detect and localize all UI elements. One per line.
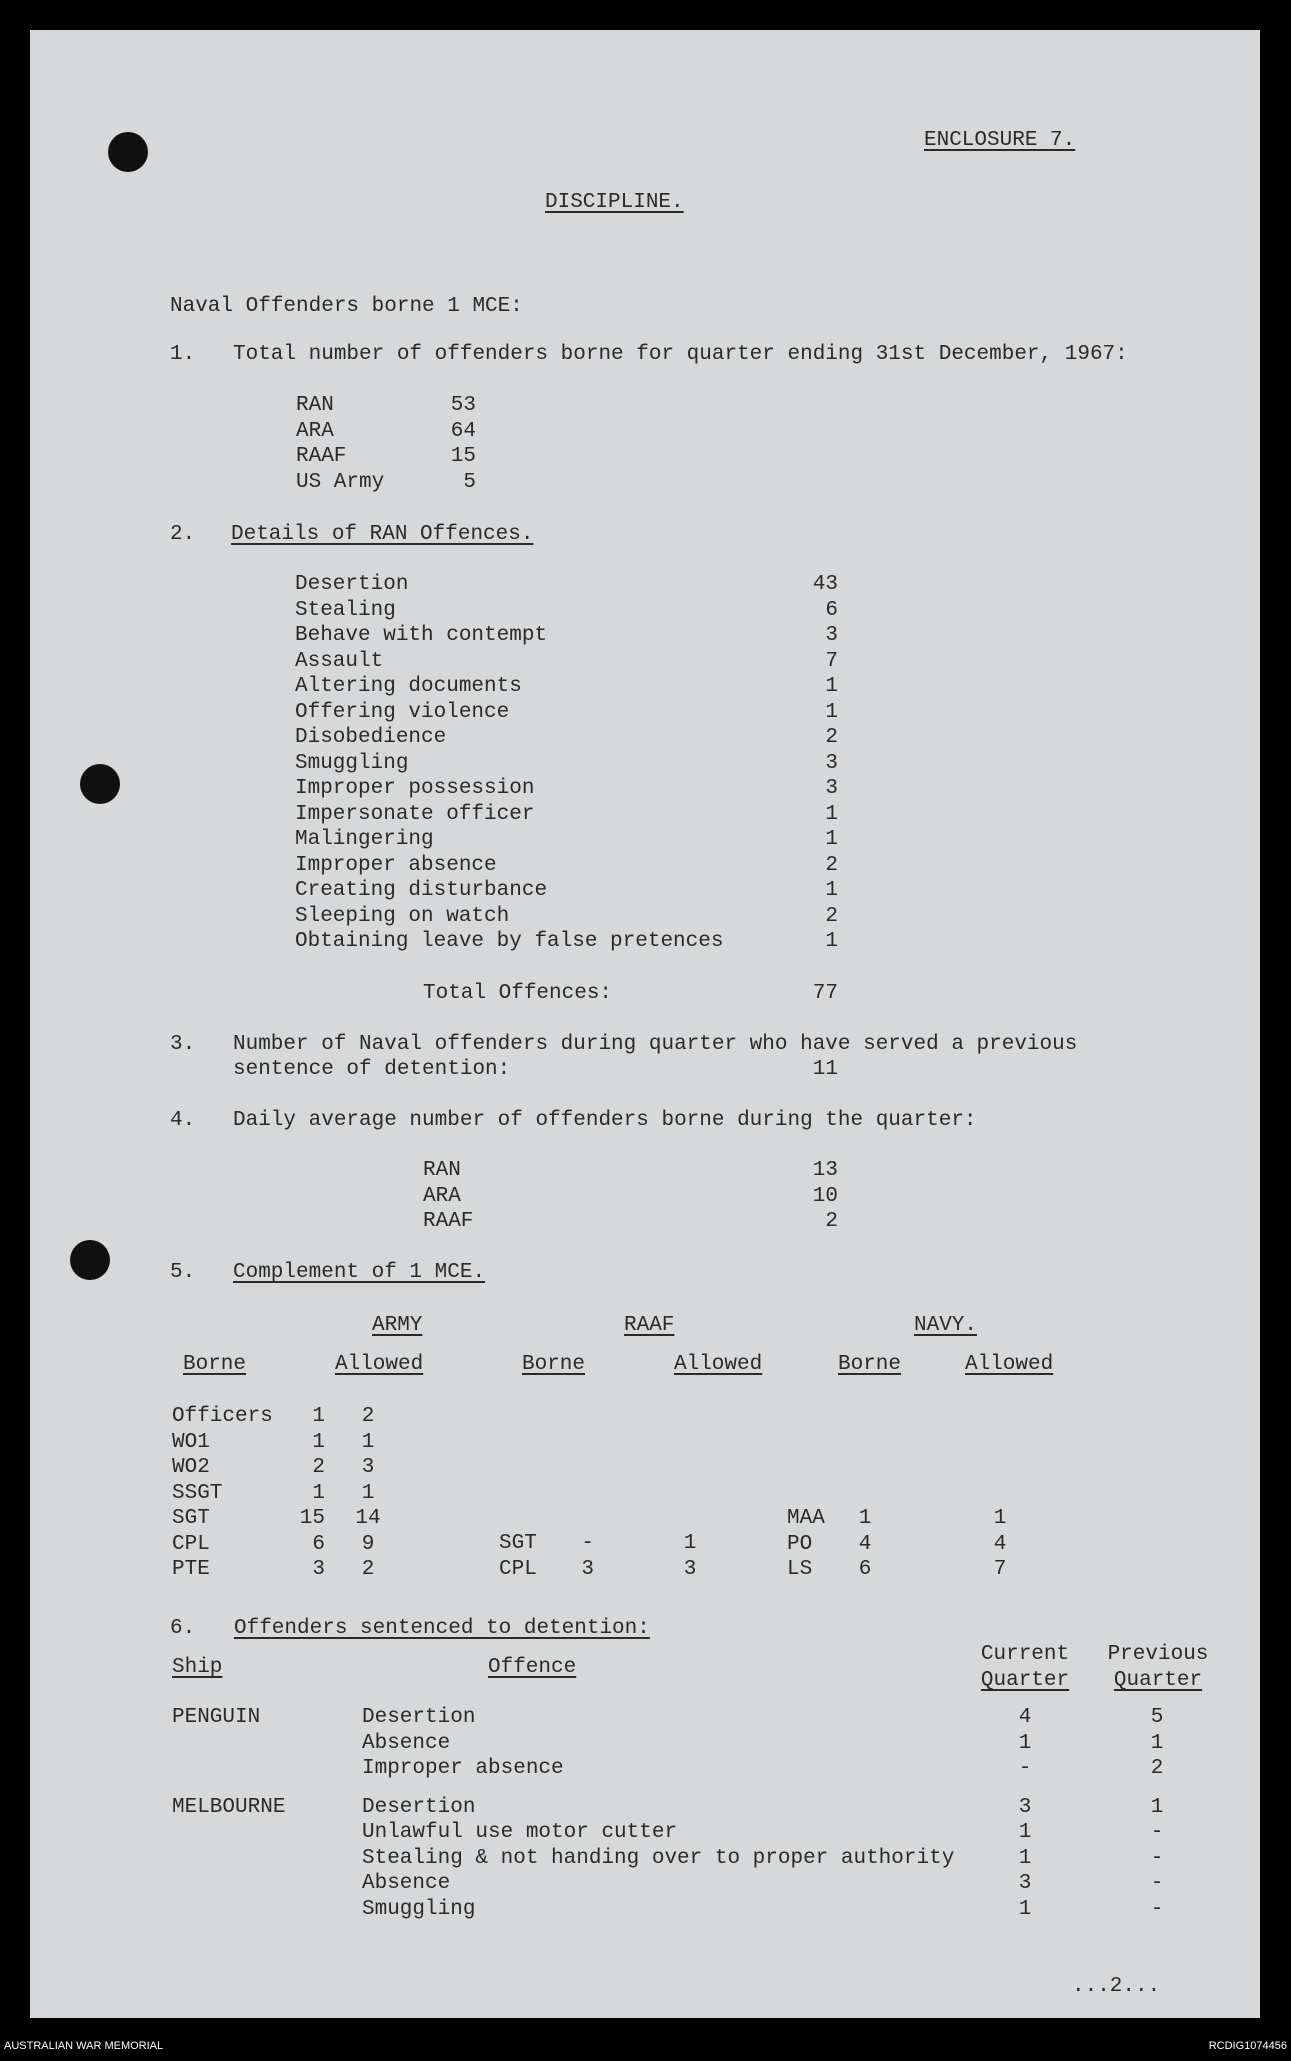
section6-heading: Offenders sentenced to detention:: [234, 1617, 650, 1640]
offender-count: 5: [463, 471, 476, 495]
offence-count: 6: [825, 598, 838, 622]
offence-name: Creating disturbance: [295, 879, 548, 902]
page-continuation: ...2...: [1072, 1975, 1161, 1998]
detention-previous: -: [1150, 1846, 1164, 1870]
detention-current: 3: [1018, 1795, 1032, 1819]
detention-ship: PENGUIN: [172, 1706, 261, 1729]
enclosure-label: ENCLOSURE 7.: [924, 129, 1076, 152]
offence-count: 1: [825, 802, 838, 826]
col-ship: Ship: [172, 1656, 223, 1679]
section-number: 6.: [170, 1617, 196, 1640]
raaf-rank: SGT: [499, 1532, 537, 1555]
detention-offence: Improper absence: [362, 1757, 564, 1780]
army-allowed: 2: [361, 1405, 375, 1428]
total-offences-value: 77: [812, 982, 838, 1005]
document-page: [30, 30, 1260, 2018]
detention-previous: 5: [1150, 1706, 1164, 1729]
offence-name: Improper possession: [295, 777, 535, 800]
punch-hole: [70, 1240, 110, 1280]
footer-id: RCDIG1074456: [1208, 2040, 1287, 2052]
col-previous-line1: Previous: [1107, 1643, 1209, 1666]
raaf-allowed: 3: [683, 1557, 697, 1581]
section3-value: 11: [812, 1058, 838, 1081]
navy-allowed: 1: [993, 1507, 1007, 1530]
punch-hole: [80, 764, 120, 804]
detention-offence: Smuggling: [362, 1897, 476, 1921]
navy-borne: 6: [858, 1558, 872, 1581]
navy-rank: MAA: [787, 1507, 825, 1530]
offender-category: RAAF: [296, 445, 347, 469]
detention-previous: -: [1150, 1872, 1164, 1895]
army-borne: 1: [312, 1481, 325, 1505]
offence-name: Malingering: [295, 828, 434, 851]
army-rank: SSGT: [172, 1481, 223, 1505]
army-allowed: 2: [361, 1558, 375, 1581]
daily-average: 2: [825, 1210, 838, 1233]
army-allowed: 1: [361, 1481, 375, 1505]
offence-name: Altering documents: [295, 675, 522, 698]
offence-name: Stealing: [295, 598, 396, 622]
col-navy-allowed: Allowed: [965, 1353, 1054, 1376]
col-navy-borne: Borne: [838, 1353, 902, 1376]
detention-previous: -: [1150, 1821, 1164, 1844]
offence-count: 3: [825, 624, 838, 647]
army-allowed: 1: [361, 1430, 375, 1454]
offence-name: Offering violence: [295, 700, 510, 724]
service-name: RAN: [423, 1159, 461, 1182]
offence-count: 1: [825, 675, 838, 698]
detention-offence: Desertion: [362, 1795, 476, 1819]
detention-previous: 1: [1150, 1731, 1164, 1755]
col-current-line2: Quarter: [980, 1669, 1070, 1692]
section3-line1: Number of Naval offenders during quarter who have served a previous: [233, 1033, 1078, 1056]
section4-text: Daily average number of offenders borne during the quarter:: [233, 1109, 977, 1132]
detention-offence: Desertion: [362, 1706, 476, 1729]
offence-count: 2: [825, 904, 838, 928]
navy-allowed: 4: [993, 1532, 1007, 1556]
detention-offence: Absence: [362, 1872, 451, 1895]
detention-offence: Stealing & not handing over to proper authority: [362, 1846, 955, 1870]
detention-current: 1: [1018, 1731, 1032, 1755]
daily-average: 13: [812, 1159, 838, 1182]
army-rank: SGT: [172, 1507, 210, 1530]
army-rank: PTE: [172, 1558, 210, 1581]
col-current-line1: Current: [980, 1643, 1070, 1666]
col-offence: Offence: [488, 1656, 577, 1679]
navy-borne: 1: [858, 1507, 872, 1530]
army-rank: CPL: [172, 1532, 210, 1556]
offender-category: ARA: [296, 419, 334, 443]
offender-category: RAN: [296, 394, 334, 417]
page-title: DISCIPLINE.: [545, 191, 684, 214]
offence-count: 2: [825, 853, 838, 877]
offender-count: 64: [450, 419, 476, 443]
army-borne: 1: [312, 1430, 325, 1454]
detention-current: 4: [1018, 1706, 1032, 1729]
offence-count: 2: [825, 726, 838, 749]
offence-name: Assault: [295, 649, 384, 673]
col-raaf-allowed: Allowed: [674, 1353, 763, 1376]
total-offences-label: Total Offences:: [423, 982, 613, 1005]
section-number: 1.: [170, 343, 196, 366]
detention-current: 1: [1018, 1846, 1032, 1870]
detention-previous: -: [1150, 1897, 1164, 1921]
army-rank: WO2: [172, 1456, 210, 1479]
col-army-borne: Borne: [183, 1353, 247, 1376]
footer-credit: AUSTRALIAN WAR MEMORIAL: [4, 2040, 164, 2052]
army-allowed: 14: [355, 1507, 381, 1530]
service-name: RAAF: [423, 1210, 474, 1233]
section-number: 3.: [170, 1033, 196, 1056]
army-borne: 15: [299, 1507, 325, 1530]
detention-current: 1: [1018, 1821, 1032, 1844]
section1-text: Total number of offenders borne for quarter ending 31st December, 1967:: [233, 343, 1128, 366]
detention-previous: 2: [1150, 1757, 1164, 1780]
section3-line2: sentence of detention:: [233, 1058, 511, 1081]
navy-allowed: 7: [993, 1558, 1007, 1581]
offender-category: US Army: [296, 471, 385, 495]
army-borne: 1: [312, 1405, 325, 1428]
navy-rank: PO: [787, 1532, 813, 1556]
offence-count: 1: [825, 879, 838, 902]
section-number: 2.: [170, 523, 196, 546]
army-group-label: ARMY: [372, 1314, 423, 1337]
detention-current: -: [1018, 1757, 1032, 1780]
raaf-borne: -: [581, 1532, 594, 1555]
army-borne: 3: [312, 1558, 325, 1581]
section2-heading: Details of RAN Offences.: [231, 523, 534, 546]
offence-count: 7: [825, 649, 838, 673]
section5-heading: Complement of 1 MCE.: [233, 1261, 486, 1284]
raaf-rank: CPL: [499, 1557, 537, 1581]
raaf-allowed: 1: [683, 1532, 697, 1555]
col-raaf-borne: Borne: [522, 1353, 586, 1376]
army-borne: 6: [312, 1532, 325, 1556]
service-name: ARA: [423, 1184, 461, 1208]
offence-name: Improper absence: [295, 853, 497, 877]
daily-average: 10: [812, 1184, 838, 1208]
navy-rank: LS: [787, 1558, 813, 1581]
col-previous-line2: Quarter: [1113, 1669, 1203, 1692]
offence-name: Behave with contempt: [295, 624, 548, 647]
navy-group-label: NAVY.: [914, 1314, 978, 1337]
army-rank: Officers: [172, 1405, 273, 1428]
offence-name: Disobedience: [295, 726, 447, 749]
offender-count: 53: [450, 394, 476, 417]
detention-offence: Unlawful use motor cutter: [362, 1821, 678, 1844]
detention-offence: Absence: [362, 1731, 451, 1755]
offence-count: 1: [825, 700, 838, 724]
section-number: 5.: [170, 1261, 196, 1284]
detention-previous: 1: [1150, 1795, 1164, 1819]
offence-count: 43: [812, 573, 838, 596]
col-army-allowed: Allowed: [335, 1353, 424, 1376]
offender-count: 15: [450, 445, 476, 469]
offence-name: Impersonate officer: [295, 802, 535, 826]
offence-name: Sleeping on watch: [295, 904, 510, 928]
army-allowed: 9: [361, 1532, 375, 1556]
offence-count: 3: [825, 751, 838, 775]
offence-name: Smuggling: [295, 751, 409, 775]
offence-name: Obtaining leave by false pretences: [295, 930, 724, 953]
offence-count: 3: [825, 777, 838, 800]
army-borne: 2: [312, 1456, 325, 1479]
army-rank: WO1: [172, 1430, 210, 1454]
offence-count: 1: [825, 828, 838, 851]
navy-borne: 4: [858, 1532, 872, 1556]
punch-hole: [108, 132, 148, 172]
section-number: 4.: [170, 1109, 196, 1132]
detention-current: 1: [1018, 1897, 1032, 1921]
intro-line: Naval Offenders borne 1 MCE:: [170, 295, 523, 318]
offence-count: 1: [825, 930, 838, 953]
army-allowed: 3: [361, 1456, 375, 1479]
detention-current: 3: [1018, 1872, 1032, 1895]
raaf-group-label: RAAF: [624, 1314, 675, 1337]
offence-name: Desertion: [295, 573, 409, 596]
raaf-borne: 3: [581, 1557, 594, 1581]
detention-ship: MELBOURNE: [172, 1795, 286, 1819]
